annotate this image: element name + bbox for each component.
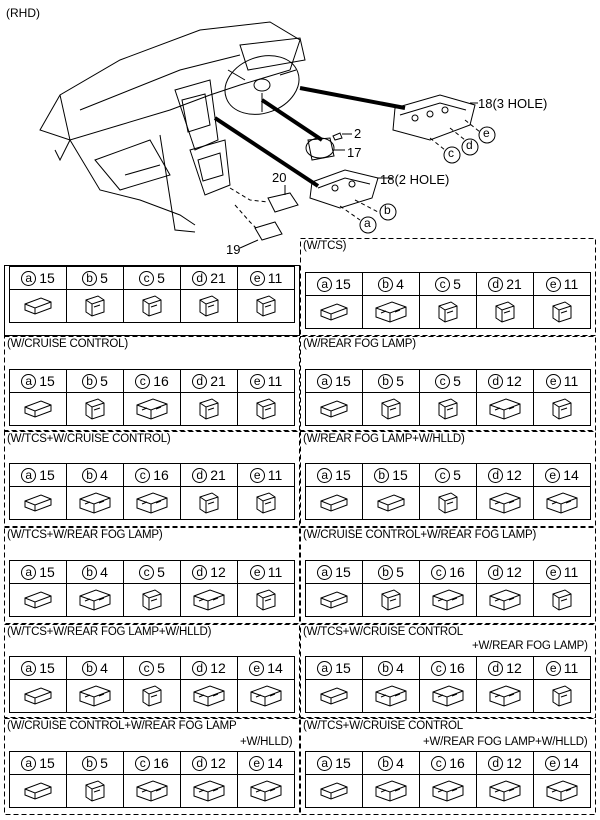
- switch-icon: [420, 296, 477, 329]
- connector-cell-d: [477, 561, 534, 584]
- dashboard-illustration: [0, 0, 600, 265]
- switch-icon: [306, 393, 363, 426]
- connector-number: 12: [506, 467, 522, 483]
- switch-icon: [67, 775, 124, 808]
- ref-c: c: [448, 146, 454, 160]
- switch-icon: [10, 584, 67, 617]
- connector-cell-c: [420, 464, 477, 487]
- switch-icon: [363, 584, 420, 617]
- switch-icon: [67, 584, 124, 617]
- ref-letter: b: [374, 468, 389, 483]
- ref-letter: b: [82, 661, 97, 676]
- connector-cell-a: [10, 267, 67, 290]
- ref-letter: c: [139, 565, 154, 580]
- ref-letter: d: [488, 756, 503, 771]
- connector-number: 5: [396, 373, 404, 389]
- ref-letter: e: [250, 271, 265, 286]
- ref-letter: c: [435, 277, 450, 292]
- ref-letter: e: [249, 756, 264, 771]
- switch-icon: [181, 680, 238, 713]
- switch-icon: [477, 680, 534, 713]
- switch-icon: [534, 775, 591, 808]
- ref-letter: b: [378, 565, 393, 580]
- switch-icon: [477, 487, 534, 520]
- switch-icon: [67, 393, 124, 426]
- connector-cell-c: [124, 561, 181, 584]
- connector-number: 14: [267, 755, 283, 771]
- connector-cell-a: [10, 464, 67, 487]
- connector-cell-a: [10, 752, 67, 775]
- connector-cell-e: [238, 464, 295, 487]
- ref-letter: d: [192, 271, 207, 286]
- group-title: (W/CRUISE CONTROL+W/REAR FOG LAMP: [7, 720, 237, 732]
- ref-letter: e: [546, 661, 561, 676]
- connector-number: 15: [39, 564, 55, 580]
- connector-number: 15: [39, 660, 55, 676]
- switch-icon: [306, 680, 363, 713]
- connector-cell-a: [306, 464, 363, 487]
- connector-cell-d: [477, 273, 534, 296]
- connector-cell-b: [67, 370, 124, 393]
- group-title-continued: +W/HLLD): [240, 736, 293, 748]
- switch-icon: [238, 584, 295, 617]
- switch-icon: [534, 584, 591, 617]
- ref-letter: a: [317, 756, 332, 771]
- connector-number: 11: [563, 373, 579, 389]
- connector-cell-c: [420, 370, 477, 393]
- connector-table: [305, 272, 591, 329]
- group-title-continued: +W/REAR FOG LAMP+W/HLLD): [423, 736, 588, 748]
- callout-2: 2: [354, 126, 362, 141]
- connector-cell-d: [181, 561, 238, 584]
- group-title: (W/REAR FOG LAMP): [303, 338, 416, 350]
- ref-letter: b: [378, 277, 393, 292]
- ref-letter: b: [378, 374, 393, 389]
- connector-number: 11: [267, 467, 283, 483]
- connector-number: 16: [449, 564, 465, 580]
- connector-cell-b: [363, 752, 420, 775]
- connector-number: 16: [449, 755, 465, 771]
- connector-number: 11: [563, 276, 579, 292]
- ref-letter: a: [21, 374, 36, 389]
- connector-number: 15: [39, 373, 55, 389]
- ref-letter: c: [135, 468, 150, 483]
- connector-number: 15: [392, 467, 408, 483]
- connector-cell-c: [420, 273, 477, 296]
- connector-table: [305, 463, 591, 520]
- connector-cell-e: [534, 370, 591, 393]
- ref-letter: d: [192, 468, 207, 483]
- connector-cell-c: [420, 561, 477, 584]
- ref-letter: e: [545, 468, 560, 483]
- connector-cell-b: [363, 464, 420, 487]
- switch-icon: [363, 296, 420, 329]
- switch-icon: [477, 775, 534, 808]
- switch-icon: [124, 290, 181, 323]
- ref-letter: d: [488, 565, 503, 580]
- switch-icon: [306, 584, 363, 617]
- switch-icon: [10, 680, 67, 713]
- callout-18-2hole: 18(2 HOLE): [380, 172, 450, 187]
- connector-cell-a: [306, 273, 363, 296]
- connector-number: 12: [506, 373, 522, 389]
- switch-icon: [306, 775, 363, 808]
- ref-e: e: [483, 126, 490, 140]
- connector-cell-c: [420, 657, 477, 680]
- switch-icon: [420, 487, 477, 520]
- connector-number: 15: [39, 270, 55, 286]
- connector-number: 16: [153, 373, 169, 389]
- switch-icon: [124, 584, 181, 617]
- connector-number: 15: [335, 660, 351, 676]
- connector-number: 4: [100, 564, 108, 580]
- connector-number: 12: [506, 660, 522, 676]
- connector-cell-d: [181, 267, 238, 290]
- ref-letter: a: [21, 661, 36, 676]
- connector-cell-c: [124, 752, 181, 775]
- connector-number: 5: [453, 467, 461, 483]
- connector-number: 4: [396, 755, 404, 771]
- connector-cell-a: [306, 561, 363, 584]
- switch-icon: [534, 487, 591, 520]
- switch-icon: [534, 393, 591, 426]
- ref-d: d: [466, 138, 473, 152]
- connector-cell-d: [477, 657, 534, 680]
- connector-number: 21: [210, 467, 226, 483]
- connector-cell-b: [363, 561, 420, 584]
- connector-cell-c: [124, 370, 181, 393]
- connector-number: 21: [210, 373, 226, 389]
- connector-cell-a: [10, 657, 67, 680]
- connector-number: 15: [39, 467, 55, 483]
- ref-letter: e: [545, 756, 560, 771]
- connector-number: 4: [396, 276, 404, 292]
- connector-number: 15: [335, 276, 351, 292]
- connector-cell-a: [306, 657, 363, 680]
- ref-letter: c: [431, 756, 446, 771]
- switch-icon: [124, 680, 181, 713]
- ref-letter: e: [546, 374, 561, 389]
- ref-letter: e: [546, 277, 561, 292]
- switch-icon: [10, 393, 67, 426]
- switch-icon: [477, 584, 534, 617]
- ref-letter: a: [317, 374, 332, 389]
- ref-letter: b: [378, 756, 393, 771]
- connector-number: 12: [506, 564, 522, 580]
- ref-letter: e: [546, 565, 561, 580]
- ref-letter: c: [435, 468, 450, 483]
- connector-number: 16: [153, 467, 169, 483]
- connector-number: 5: [157, 660, 165, 676]
- switch-icon: [363, 680, 420, 713]
- connector-cell-e: [534, 752, 591, 775]
- connector-table: [305, 656, 591, 713]
- ref-letter: a: [21, 468, 36, 483]
- connector-cell-a: [306, 370, 363, 393]
- connector-cell-e: [238, 752, 295, 775]
- group-title: (W/TCS+W/CRUISE CONTROL: [303, 720, 463, 732]
- connector-cell-c: [124, 267, 181, 290]
- ref-letter: a: [317, 565, 332, 580]
- connector-number: 5: [396, 564, 404, 580]
- connector-cell-a: [10, 370, 67, 393]
- switch-icon: [10, 775, 67, 808]
- ref-letter: a: [21, 756, 36, 771]
- switch-icon: [238, 487, 295, 520]
- connector-table: [9, 369, 295, 426]
- connector-cell-e: [238, 561, 295, 584]
- ref-letter: c: [431, 565, 446, 580]
- connector-cell-d: [181, 657, 238, 680]
- switch-icon: [420, 584, 477, 617]
- connector-cell-d: [477, 752, 534, 775]
- callout-18-3hole: 18(3 HOLE): [478, 96, 548, 111]
- connector-number: 14: [563, 467, 579, 483]
- ref-b: b: [384, 203, 391, 217]
- group-title: (W/TCS+W/CRUISE CONTROL): [7, 433, 171, 445]
- group-title: (W/TCS): [303, 240, 347, 252]
- connector-number: 21: [506, 276, 522, 292]
- switch-icon: [10, 290, 67, 323]
- connector-number: 15: [335, 467, 351, 483]
- connector-number: 5: [100, 270, 108, 286]
- diagram-title: (RHD): [6, 6, 40, 20]
- connector-table: [305, 560, 591, 617]
- ref-letter: b: [82, 468, 97, 483]
- group-title: (W/TCS+W/REAR FOG LAMP+W/HLLD): [7, 626, 212, 638]
- switch-icon: [124, 487, 181, 520]
- connector-number: 21: [210, 270, 226, 286]
- callout-19: 19: [226, 242, 241, 257]
- ref-letter: a: [317, 661, 332, 676]
- connector-number: 15: [335, 564, 351, 580]
- ref-letter: d: [192, 661, 207, 676]
- ref-letter: d: [192, 756, 207, 771]
- switch-icon: [124, 775, 181, 808]
- connector-table: [305, 369, 591, 426]
- ref-letter: c: [135, 756, 150, 771]
- connector-table: [9, 656, 295, 713]
- switch-icon: [420, 393, 477, 426]
- connector-cell-b: [67, 657, 124, 680]
- switch-icon: [363, 393, 420, 426]
- group-title: (W/TCS+W/REAR FOG LAMP): [7, 529, 163, 541]
- switch-icon: [67, 680, 124, 713]
- switch-icon: [420, 775, 477, 808]
- connector-number: 12: [210, 660, 226, 676]
- ref-letter: e: [250, 468, 265, 483]
- connector-cell-e: [534, 561, 591, 584]
- connector-cell-e: [238, 657, 295, 680]
- switch-icon: [181, 487, 238, 520]
- ref-letter: c: [435, 374, 450, 389]
- connector-number: 11: [563, 564, 579, 580]
- connector-cell-d: [181, 370, 238, 393]
- connector-cell-e: [238, 267, 295, 290]
- connector-number: 4: [396, 660, 404, 676]
- connector-number: 5: [157, 564, 165, 580]
- connector-number: 5: [100, 373, 108, 389]
- ref-a: a: [364, 216, 371, 230]
- ref-letter: a: [21, 565, 36, 580]
- group-title: (W/CRUISE CONTROL): [7, 338, 128, 350]
- switch-icon: [238, 680, 295, 713]
- ref-letter: a: [317, 277, 332, 292]
- connector-cell-d: [477, 370, 534, 393]
- ref-letter: a: [21, 271, 36, 286]
- ref-letter: b: [82, 271, 97, 286]
- connector-table: [9, 266, 295, 323]
- connector-number: 11: [267, 564, 283, 580]
- connector-cell-d: [477, 464, 534, 487]
- connector-cell-d: [181, 752, 238, 775]
- switch-icon: [477, 296, 534, 329]
- switch-icon: [477, 393, 534, 426]
- connector-cell-a: [10, 561, 67, 584]
- connector-number: 5: [453, 373, 461, 389]
- connector-cell-e: [534, 657, 591, 680]
- connector-cell-b: [67, 752, 124, 775]
- ref-letter: d: [192, 565, 207, 580]
- connector-number: 16: [449, 660, 465, 676]
- ref-letter: e: [250, 374, 265, 389]
- ref-letter: d: [488, 661, 503, 676]
- connector-number: 5: [453, 276, 461, 292]
- connector-number: 5: [157, 270, 165, 286]
- switch-icon: [534, 680, 591, 713]
- connector-cell-b: [363, 370, 420, 393]
- connector-cell-a: [306, 752, 363, 775]
- ref-letter: d: [488, 277, 503, 292]
- connector-cell-d: [181, 464, 238, 487]
- ref-letter: d: [488, 468, 503, 483]
- connector-cell-b: [67, 464, 124, 487]
- callout-17: 17: [347, 145, 362, 160]
- ref-letter: e: [250, 565, 265, 580]
- group-title: (W/TCS+W/CRUISE CONTROL: [303, 626, 463, 638]
- connector-cell-e: [534, 273, 591, 296]
- callout-20: 20: [272, 170, 287, 185]
- connector-table: [9, 463, 295, 520]
- switch-icon: [181, 290, 238, 323]
- switch-icon: [238, 393, 295, 426]
- ref-letter: d: [488, 374, 503, 389]
- connector-number: 15: [335, 373, 351, 389]
- connector-cell-b: [67, 267, 124, 290]
- switch-icon: [363, 775, 420, 808]
- switch-icon: [181, 775, 238, 808]
- group-title-continued: +W/REAR FOG LAMP): [472, 640, 588, 652]
- connector-number: 14: [563, 755, 579, 771]
- ref-letter: b: [82, 565, 97, 580]
- switch-icon: [363, 487, 420, 520]
- ref-letter: c: [431, 661, 446, 676]
- connector-number: 12: [210, 755, 226, 771]
- switch-icon: [306, 296, 363, 329]
- ref-letter: b: [378, 661, 393, 676]
- switch-icon: [306, 487, 363, 520]
- connector-table: [305, 751, 591, 808]
- switch-icon: [181, 393, 238, 426]
- ref-letter: a: [317, 468, 332, 483]
- connector-cell-c: [124, 657, 181, 680]
- switch-icon: [420, 680, 477, 713]
- connector-cell-e: [534, 464, 591, 487]
- connector-cell-c: [420, 752, 477, 775]
- group-title: (W/REAR FOG LAMP+W/HLLD): [303, 433, 465, 445]
- ref-letter: d: [192, 374, 207, 389]
- switch-icon: [10, 487, 67, 520]
- ref-letter: c: [139, 661, 154, 676]
- connector-number: 16: [153, 755, 169, 771]
- connector-number: 14: [267, 660, 283, 676]
- connector-cell-b: [67, 561, 124, 584]
- connector-number: 12: [210, 564, 226, 580]
- connector-number: 11: [563, 660, 579, 676]
- connector-number: 12: [506, 755, 522, 771]
- connector-table: [9, 751, 295, 808]
- switch-icon: [534, 296, 591, 329]
- switch-icon: [124, 393, 181, 426]
- switch-icon: [67, 487, 124, 520]
- ref-letter: e: [249, 661, 264, 676]
- ref-letter: c: [135, 374, 150, 389]
- ref-letter: b: [82, 374, 97, 389]
- connector-cell-b: [363, 273, 420, 296]
- connector-table: [9, 560, 295, 617]
- connector-cell-b: [363, 657, 420, 680]
- switch-icon: [238, 290, 295, 323]
- connector-number: 11: [267, 270, 283, 286]
- connector-number: 4: [100, 660, 108, 676]
- switch-icon: [181, 584, 238, 617]
- connector-number: 11: [267, 373, 283, 389]
- switch-icon: [238, 775, 295, 808]
- connector-number: 4: [100, 467, 108, 483]
- group-title: (W/CRUISE CONTROL+W/REAR FOG LAMP): [303, 529, 537, 541]
- connector-number: 15: [335, 755, 351, 771]
- ref-letter: c: [139, 271, 154, 286]
- connector-cell-c: [124, 464, 181, 487]
- connector-number: 5: [100, 755, 108, 771]
- connector-number: 15: [39, 755, 55, 771]
- switch-icon: [67, 290, 124, 323]
- ref-letter: b: [82, 756, 97, 771]
- connector-cell-e: [238, 370, 295, 393]
